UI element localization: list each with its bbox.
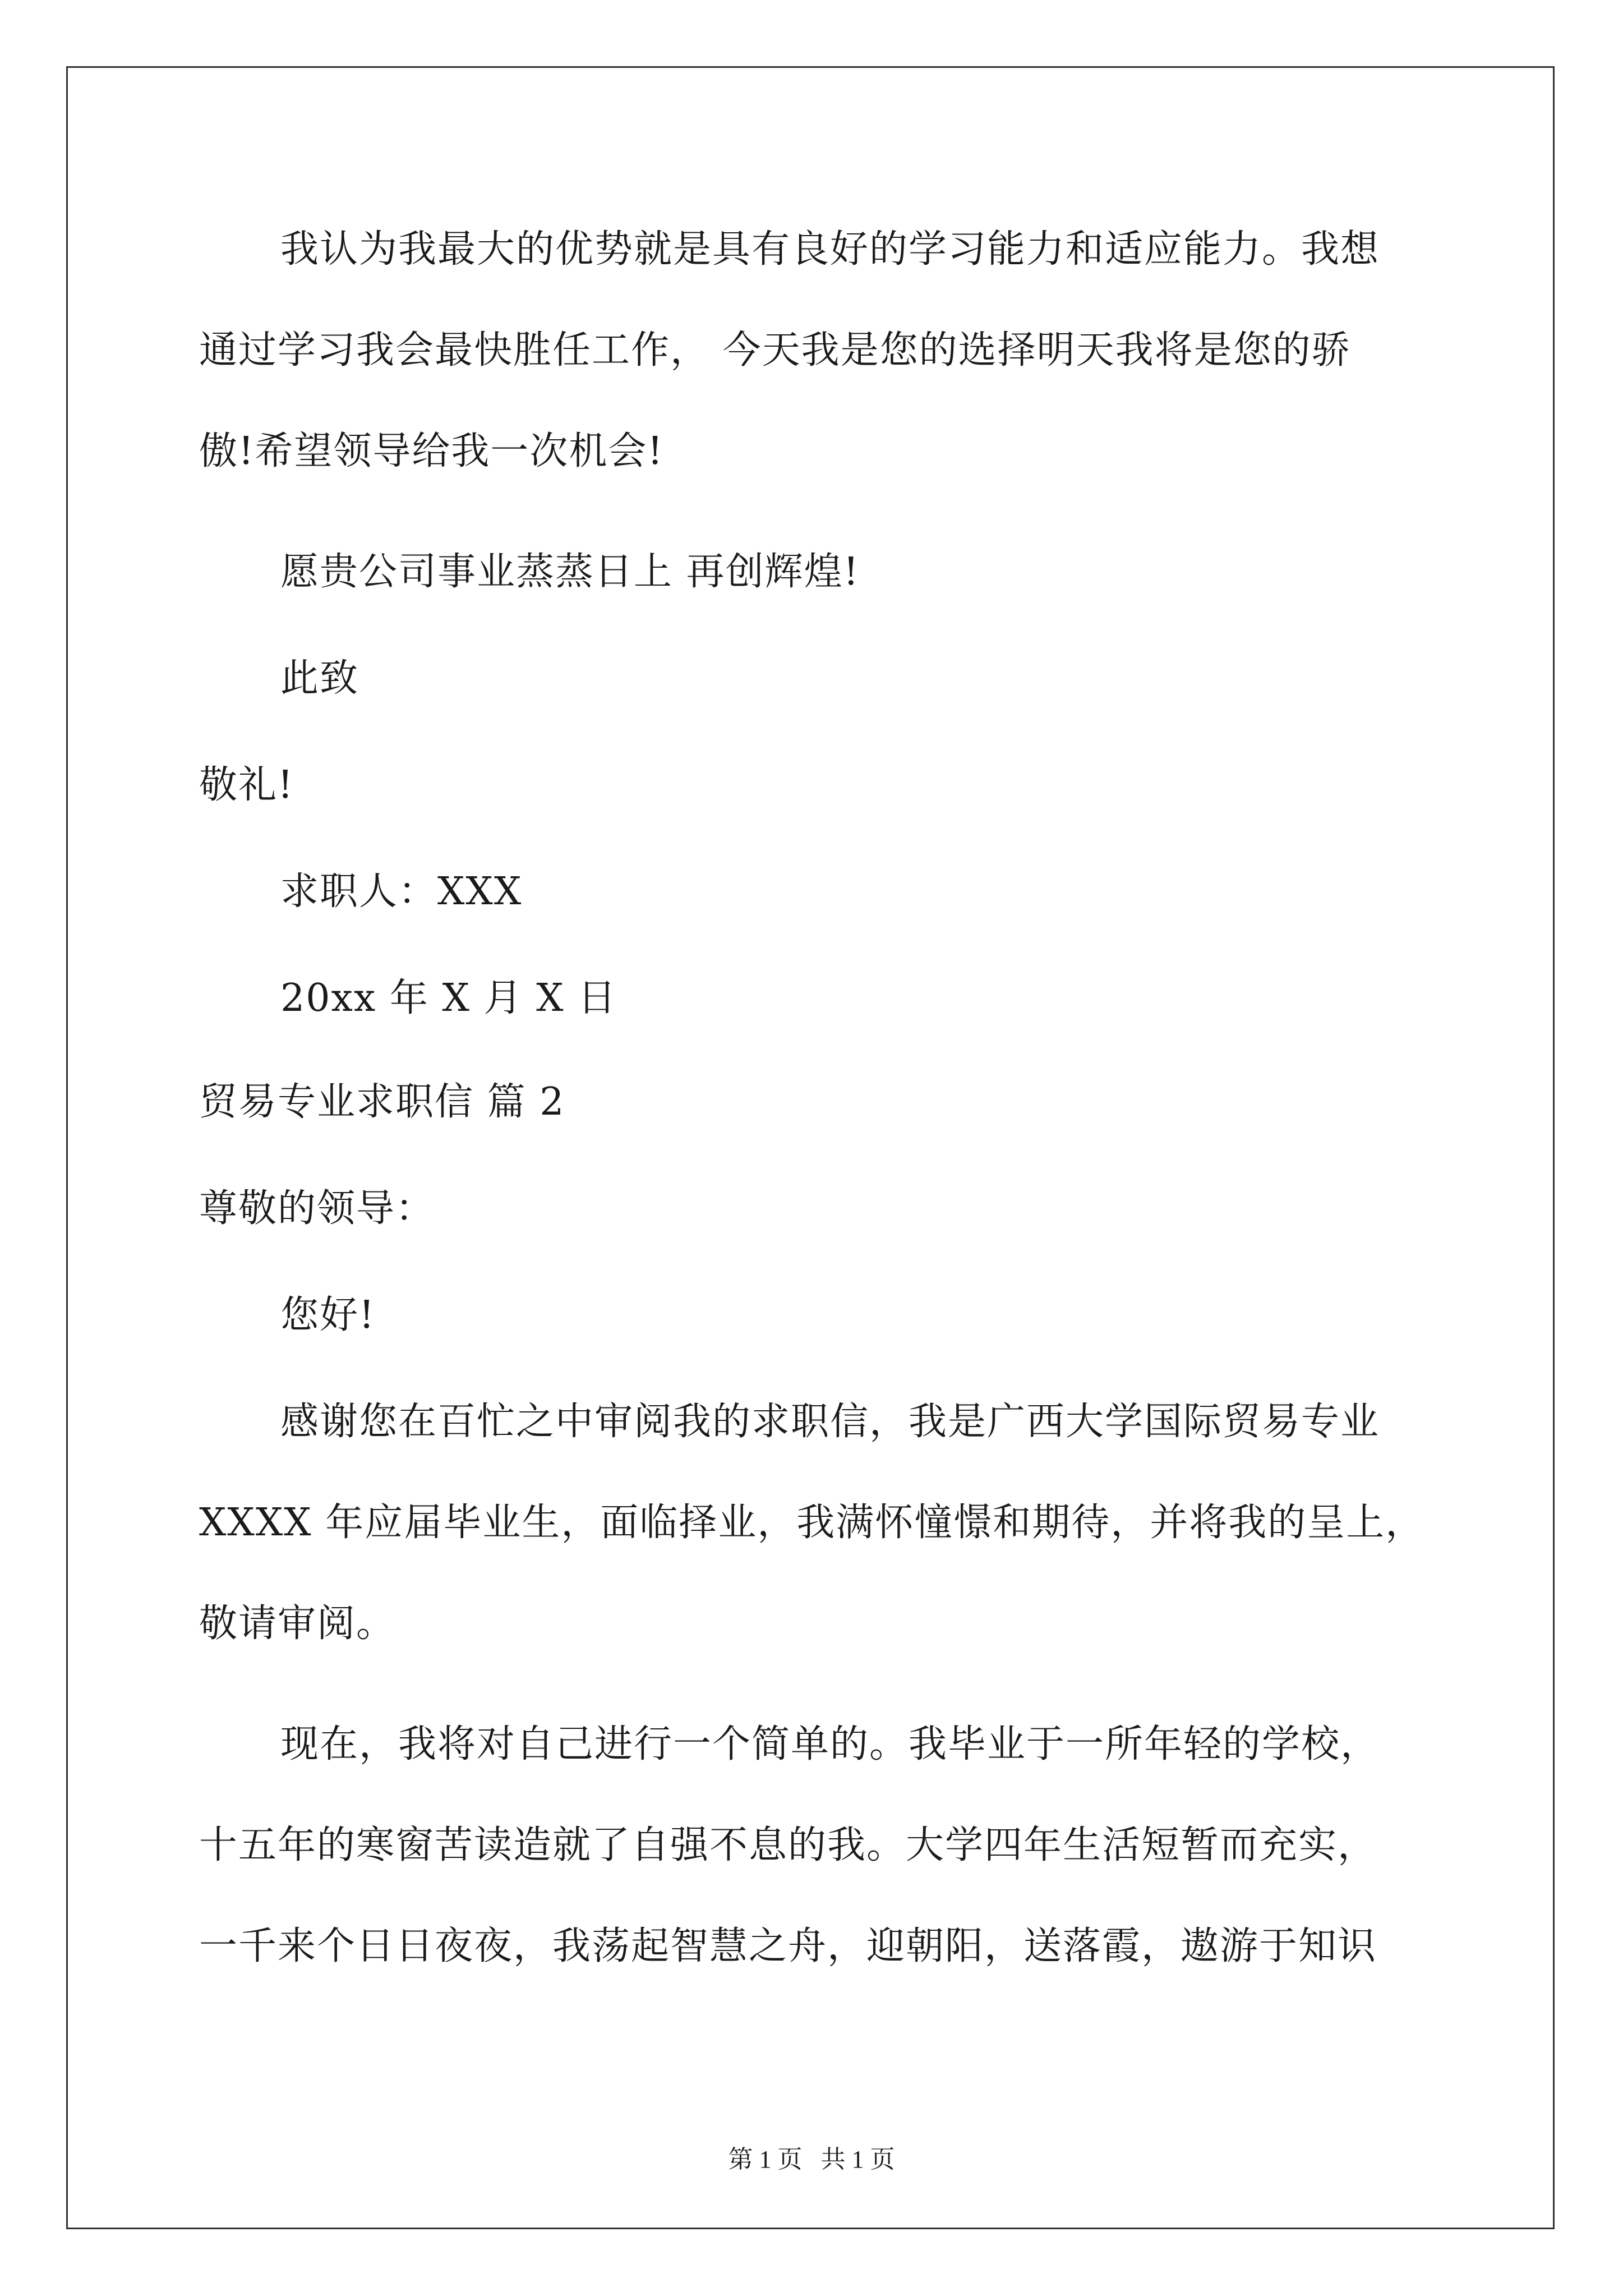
greeting-line: 尊敬的领导： bbox=[199, 1186, 435, 1231]
body-line: 一千来个日日夜夜，我荡起智慧之舟，迎朝阳，送落霞，遨游于知识 bbox=[199, 1924, 1377, 1968]
body-line: 您好! bbox=[280, 1293, 376, 1337]
date-line: 20xx 年 X 月 X 日 bbox=[280, 976, 617, 1020]
closing-line: 此致 bbox=[280, 656, 359, 701]
body-line: XXXX 年应届毕业生，面临择业，我满怀憧憬和期待，并将我的呈上， bbox=[199, 1501, 1425, 1545]
body-line: 现在，我将对自己进行一个简单的。我毕业于一所年轻的学校， bbox=[280, 1722, 1380, 1766]
section-heading: 贸易专业求职信 篇 2 bbox=[199, 1080, 565, 1124]
body-line: 敬请审阅。 bbox=[199, 1602, 396, 1646]
page-footer: 第 1 页 共 1 页 bbox=[728, 2146, 895, 2173]
salutation-line: 敬礼! bbox=[199, 763, 294, 807]
signature-line: 求职人：XXX bbox=[280, 869, 523, 914]
body-line: 感谢您在百忙之中审阅我的求职信，我是广西大学国际贸易专业 bbox=[280, 1400, 1380, 1444]
body-line: 通过学习我会最快胜任工作， 今天我是您的选择明天我将是您的骄 bbox=[199, 328, 1351, 372]
body-line: 愿贵公司事业蒸蒸日上 再创辉煌! bbox=[280, 550, 860, 594]
body-line: 我认为我最大的优势就是具有良好的学习能力和适应能力。我想 bbox=[280, 227, 1380, 272]
body-line: 十五年的寒窗苦读造就了自强不息的我。大学四年生活短暂而充实， bbox=[199, 1823, 1377, 1867]
body-line: 傲!希望领导给我一次机会! bbox=[199, 429, 664, 473]
page-border bbox=[66, 66, 1555, 2229]
